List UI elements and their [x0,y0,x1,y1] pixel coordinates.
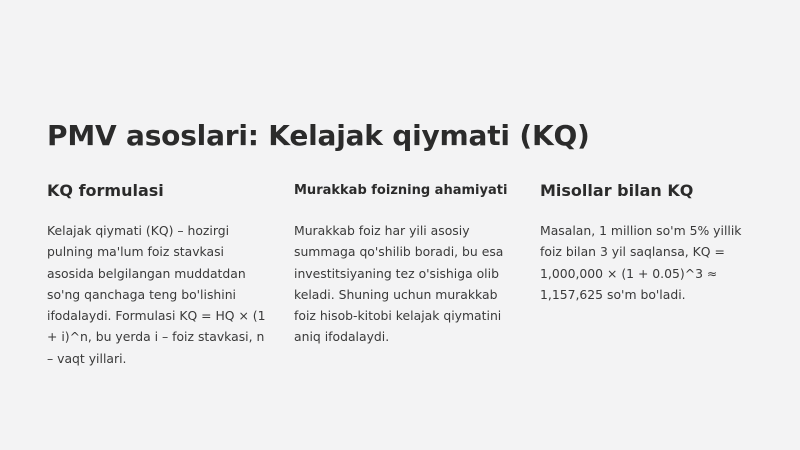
column-examples [540,178,765,305]
body-line: ifodalaydi. Formulasi KQ = HQ × (1 [47,308,266,324]
body-line: asosida belgilangan muddatdan [47,265,246,281]
body-line: foiz hisob-kitobi kelajak qiymatini [294,308,502,324]
column-kq-formula [47,178,272,369]
body-line: Masalan, 1 million so'm 5% yillik [540,223,742,238]
body-line: 1,157,625 so'm bo'ladi. [540,286,686,302]
column-heading: KQ formulasi [47,181,164,200]
body-line: + i)^n, bu yerda i – foiz stavkasi, n [47,329,265,345]
body-line: 1,000,000 × (1 + 0.05)^3 ≈ [540,265,718,281]
column-body [47,220,272,369]
column-compound-interest [294,178,519,348]
body-line: – vaqt yillari. [47,350,127,366]
column-body [294,220,519,348]
column-heading: Murakkab foizning ahamiyati [294,183,508,198]
body-line: summaga qo'shilib boradi, bu esa [294,244,504,260]
body-line: Kelajak qiymati (KQ) – hozirgi [47,223,230,238]
body-line: keladi. Shuning uchun murakkab [294,286,498,302]
column-body [540,220,765,305]
slide-title: PMV asoslari: Kelajak qiymati (KQ) [47,119,590,152]
body-line: Murakkab foiz har yili asosiy [294,223,470,238]
body-line: foiz bilan 3 yil saqlansa, KQ = [540,244,725,260]
body-line: aniq ifodalaydi. [294,329,390,345]
body-line: so'ng qanchaga teng bo'lishini [47,286,236,302]
column-heading: Misollar bilan KQ [540,181,694,200]
body-line: investitsiyaning tez o'sishiga olib [294,265,499,281]
body-line: pulning ma'lum foiz stavkasi [47,244,225,260]
